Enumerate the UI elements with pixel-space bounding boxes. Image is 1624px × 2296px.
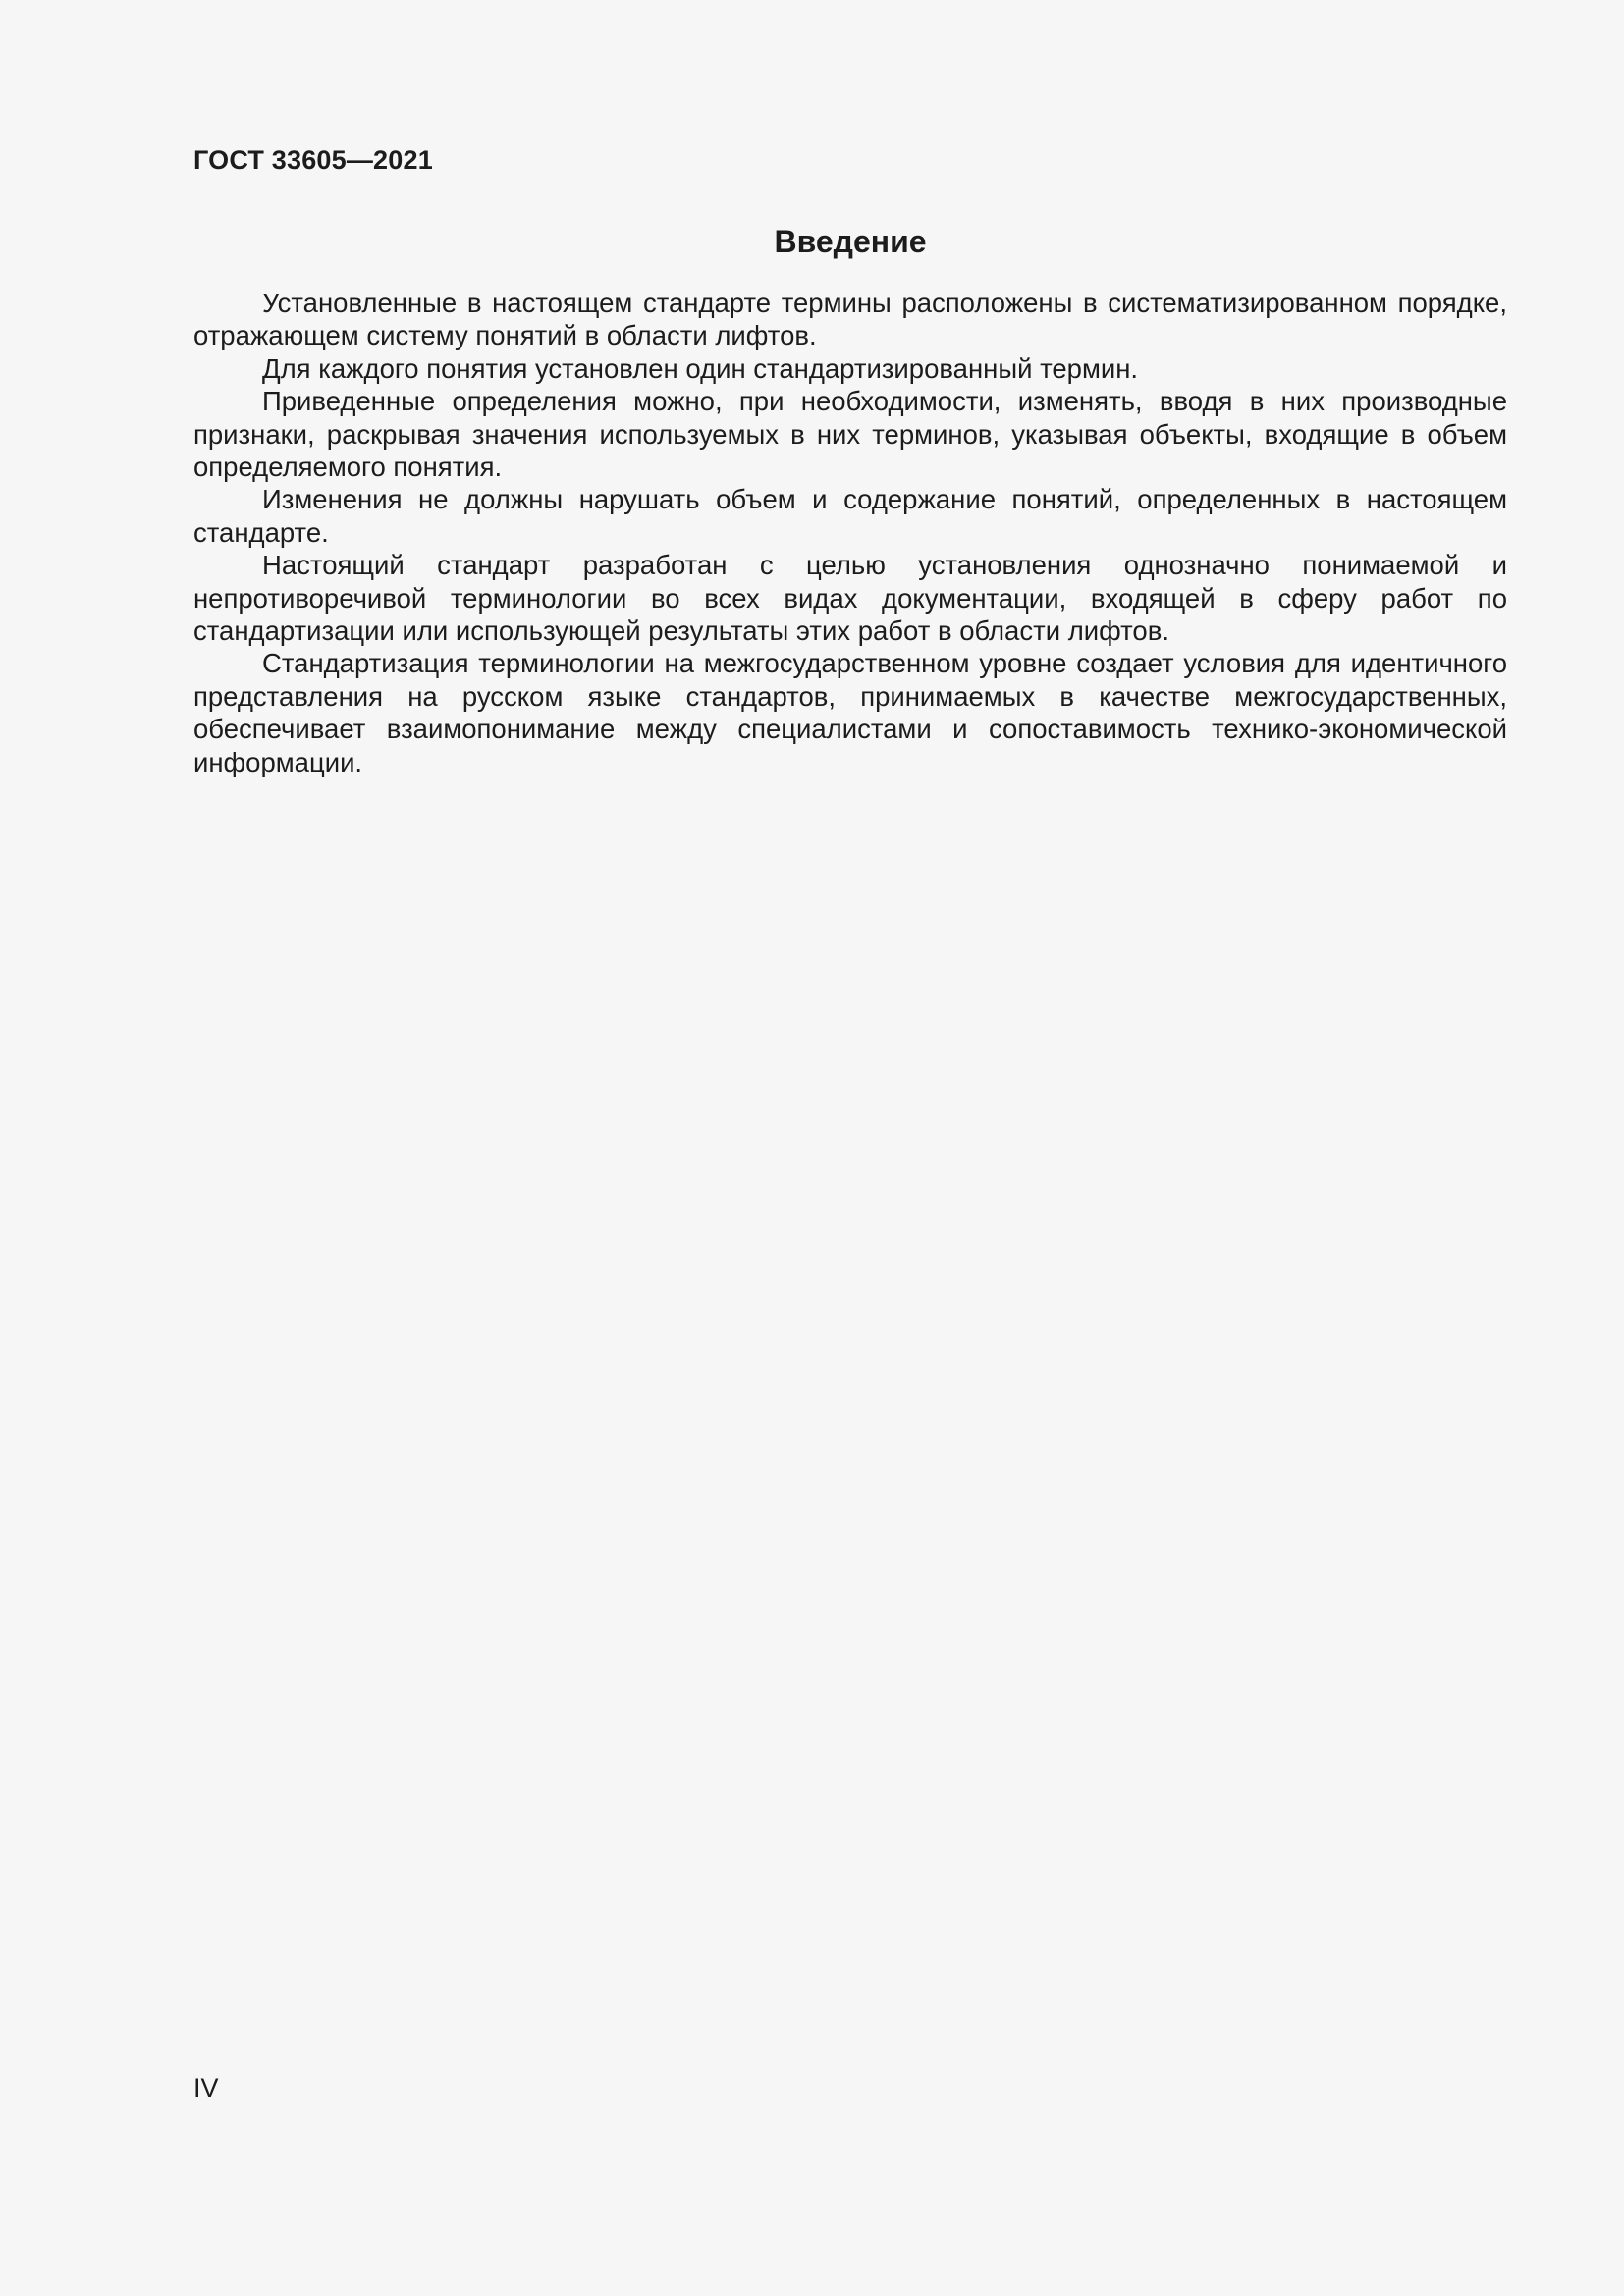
paragraph: Настоящий стандарт разработан с целью установления однозначно понимаемой и непротиворечивой терминологии во всех видах документации, входящей в сферу работ по стандартизации или использующей результаты этих работ в области лифтов. bbox=[193, 550, 1507, 647]
paragraph: Для каждого понятия установлен один стандартизированный термин. bbox=[262, 352, 1139, 384]
section-body bbox=[193, 287, 1507, 778]
page-number: IV bbox=[193, 2073, 219, 2103]
paragraph: Приведенные определения можно, при необходимости, изменять, вводя в них производные признаки, раскрывая значения используемых в них терминов, указывая объекты, входящие в объем определяемого понятия. bbox=[193, 386, 1507, 483]
paragraph: Установленные в настоящем стандарте термины расположены в систематизированном порядке, отражающем систему понятий в области лифтов. bbox=[193, 288, 1507, 351]
paragraph: Стандартизация терминологии на межгосударственном уровне создает условия для идентичного представления на русском языке стандартов, принимаемых в качестве межгосударственных, обеспечивает взаимопонимание между специалистами и сопоставимость технико-экономической информации. bbox=[193, 648, 1507, 777]
document-header: ГОСТ 33605—2021 bbox=[193, 145, 433, 175]
section-title: Введение bbox=[774, 224, 927, 259]
paragraph: Изменения не должны нарушать объем и содержание понятий, определенных в настоящем стандарте. bbox=[193, 484, 1507, 548]
